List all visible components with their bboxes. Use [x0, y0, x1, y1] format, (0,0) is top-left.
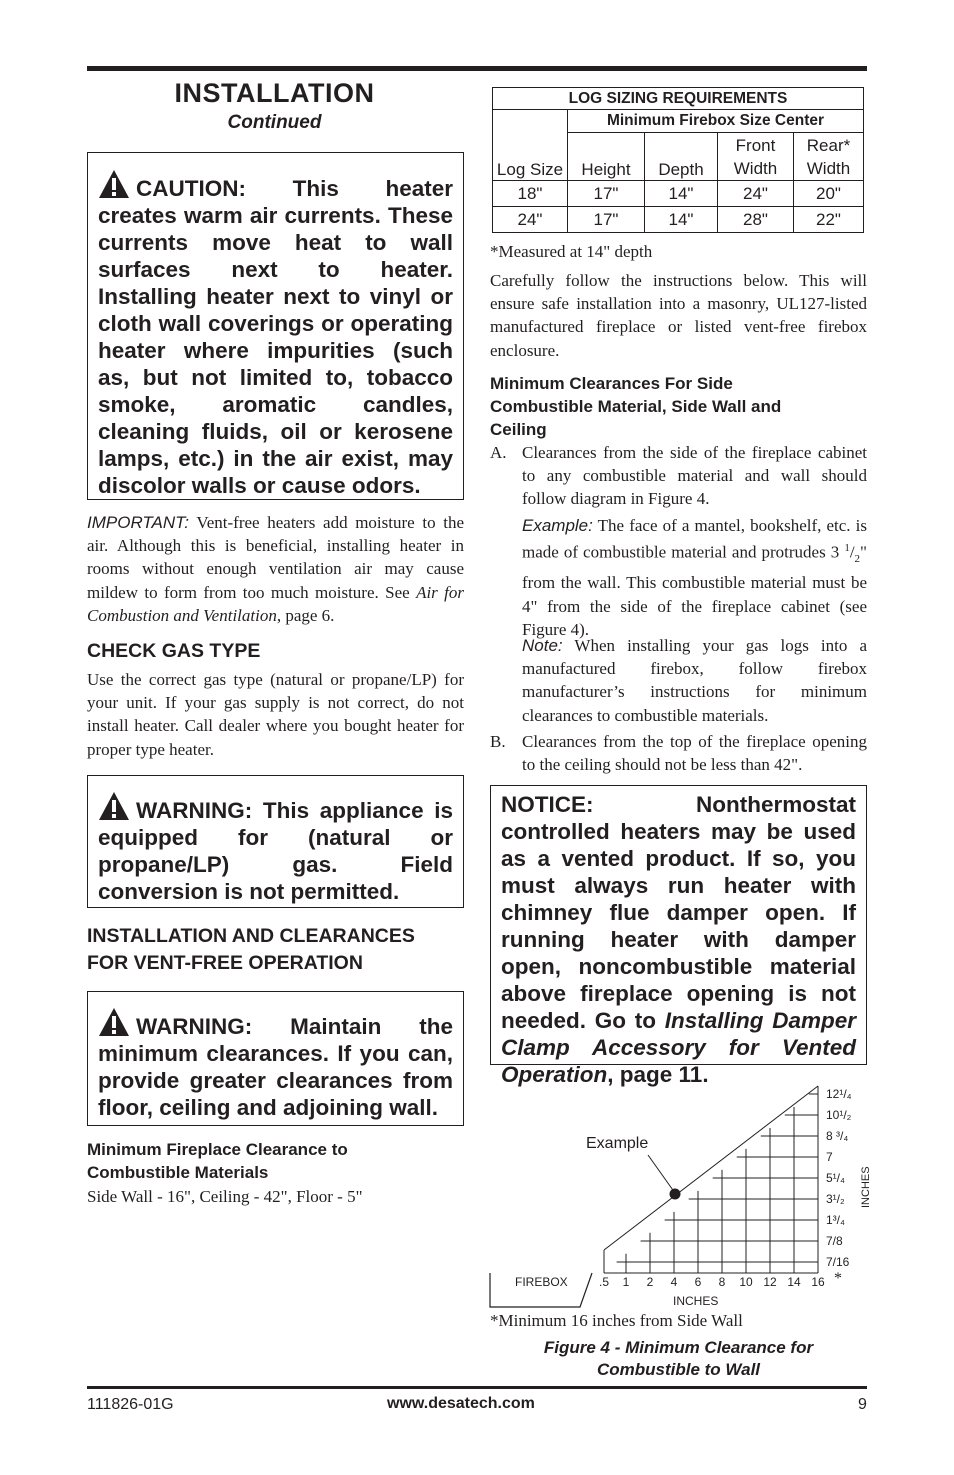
y-tick-label: 12¹/₄ [826, 1087, 852, 1101]
col-header-logsize: Log Size [493, 133, 568, 181]
table-cell: 14" [645, 181, 718, 207]
example-text-2: " from the wall. This combustible material must be 4" from the side of the fireplace cabinet (see Figure 4). [522, 542, 867, 639]
x-tick-labels [599, 1275, 825, 1289]
table-row [493, 207, 864, 233]
clearances-heading [87, 923, 415, 977]
table-group-header: Minimum Firebox Size Center [568, 110, 864, 133]
warning-gas-text: WARNING: This appliance is equipped for (natural or propane/LP) gas. Field conversion is not permitted. [98, 798, 453, 904]
bottom-rule [87, 1386, 867, 1389]
caution-text: CAUTION: This heater creates warm air currents. These currents move heat to wall surfaces next to heater. Installing heater next to vinyl or cloth wall coverings or operating heater where impurities (such as, but not limited to, tobacco smoke, aromatic candles, cleaning fluids, oil or kerosene lamps, etc.) in the air exist, may discolor walls or cause odors. [98, 176, 453, 498]
section-title: INSTALLATION [174, 78, 375, 108]
x-star-label: * [834, 1270, 842, 1287]
y-tick-label: 7 [826, 1150, 833, 1164]
note-paragraph [522, 634, 867, 727]
example-label: Example: [522, 516, 593, 535]
warning-triangle-icon [98, 169, 130, 199]
footer-website[interactable]: www.desatech.com [387, 1395, 535, 1412]
item-b-letter: B. [490, 732, 506, 751]
check-gas-heading: CHECK GAS TYPE [87, 640, 261, 662]
x-tick-label: 2 [646, 1275, 654, 1289]
intro-text: Carefully follow the instructions below. This will ensure safe installation into a masonry, UL127-listed manufactured fireplace or listed vent-free firebox enclosure. [490, 271, 867, 360]
x-tick-label: 14 [787, 1275, 801, 1289]
col-header-depth: Depth [645, 133, 718, 181]
min-fireplace-heading-line1: Minimum Fireplace Clearance to [87, 1140, 348, 1159]
notice-ref: Installing Damper Clamp Accessory for Vented Operation [501, 1008, 856, 1087]
side-clearances-heading-line1: Minimum Clearances For Side [490, 374, 733, 393]
example-frac-den: 2 [854, 553, 861, 566]
item-b-text: Clearances from the top of the fireplace opening to the ceiling should not be less than 42". [522, 732, 867, 775]
figure-caption-line2: Combustible to Wall [596, 1360, 761, 1379]
min-fireplace-heading [87, 1138, 348, 1184]
col-header-rear-1: Rear* [806, 136, 851, 155]
x-tick-label: 12 [763, 1275, 777, 1289]
table-cell: 22" [794, 207, 864, 233]
x-tick-label: 4 [670, 1275, 678, 1289]
example-label: Example [586, 1135, 649, 1152]
warning-triangle-icon [98, 791, 130, 821]
notice-page: , page 11. [607, 1062, 709, 1087]
y-tick-label: 10¹/₂ [826, 1108, 852, 1122]
check-gas-text: Use the correct gas type (natural or propane/LP) for your unit. If your gas supply is not correct, do not install heater. Call dealer where you bought heater for proper type heater. [87, 670, 464, 759]
important-ref: Air for Combustion and Ventilation [87, 582, 464, 625]
x-tick-label: 6 [694, 1275, 702, 1289]
example-pointer [648, 1155, 675, 1193]
figure-footnote: *Minimum 16 inches from Side Wall [490, 1311, 743, 1330]
log-sizing-table [492, 87, 864, 233]
col-header-front-2: Width [733, 159, 778, 178]
col-header-rear [794, 133, 864, 181]
table-cell: 24" [493, 207, 568, 233]
footer-page-number: 9 [858, 1396, 867, 1413]
table-cell: 20" [794, 181, 864, 207]
clearance-diagonal-line [604, 1086, 818, 1250]
section-subtitle: Continued [227, 112, 322, 133]
table-cell: 18" [493, 181, 568, 207]
x-axis-label: INCHES [673, 1294, 719, 1308]
x-tick-label: 1 [622, 1275, 630, 1289]
table-footnote: *Measured at 14" depth [490, 242, 653, 261]
y-axis-label: INCHES [860, 1166, 872, 1208]
table-cell: 14" [645, 207, 718, 233]
x-tick-label: 10 [739, 1275, 753, 1289]
table-cell: 17" [568, 207, 645, 233]
warning-triangle-icon [98, 1007, 130, 1037]
firebox-label: FIREBOX [515, 1275, 568, 1289]
figure-caption [490, 1337, 867, 1381]
col-header-height: Height [568, 133, 645, 181]
diagram-grid [604, 1086, 818, 1273]
important-text: Vent-free heaters add moisture to the air. Although this is beneficial, installing heater in rooms without enough ventilation air may cause mildew to form from too much moisture. See [87, 513, 464, 602]
important-label: IMPORTANT: [87, 513, 189, 532]
figure-caption-line1: Figure 4 - Minimum Clearance for [543, 1338, 814, 1357]
x-tick-label: 16 [811, 1275, 825, 1289]
col-header-rear-2: Width [806, 159, 851, 178]
example-point [670, 1189, 681, 1200]
top-rule [87, 66, 867, 71]
footer-doc-number: 111826-01G [87, 1396, 174, 1413]
table-row [493, 181, 864, 207]
clearances-heading-line1: INSTALLATION AND CLEARANCES [87, 925, 415, 947]
y-tick-label: 5¹/₄ [826, 1171, 845, 1185]
y-tick-labels [826, 1087, 852, 1269]
warning-clearance-text: WARNING: Maintain the minimum clearances. If you can, provide greater clearances from floor, ceiling and adjoining wall. [98, 1014, 453, 1120]
y-tick-label: 7/8 [826, 1234, 843, 1248]
min-fireplace-text: Side Wall - 16", Ceiling - 42", Floor - 5" [87, 1187, 363, 1206]
clearances-heading-line2: FOR VENT-FREE OPERATION [87, 952, 363, 974]
x-tick-label: .5 [598, 1275, 610, 1289]
y-tick-label: 8 ³/₄ [826, 1129, 849, 1143]
table-cell: 17" [568, 181, 645, 207]
caution-box [87, 152, 464, 500]
min-fireplace-heading-line2: Combustible Materials [87, 1163, 269, 1182]
y-tick-label: 3¹/₂ [826, 1192, 845, 1206]
important-paragraph [87, 511, 464, 627]
side-clearances-heading-line2: Combustible Material, Side Wall and [490, 397, 782, 416]
table-cell: 24" [718, 181, 794, 207]
side-clearances-heading [490, 372, 781, 441]
clearance-diagram [480, 1080, 880, 1315]
example-frac-num: 1 [844, 542, 850, 555]
item-a-letter: A. [490, 443, 507, 462]
example-text: The face of a mantel, bookshelf, etc. is made of combustible material and protrudes 3 [522, 516, 867, 562]
side-clearances-heading-line3: Ceiling [490, 420, 547, 439]
important-page: , page 6. [276, 605, 335, 625]
notice-box [490, 785, 867, 1087]
warning-clearance-box [87, 991, 464, 1126]
table-blank-cell [493, 110, 568, 133]
warning-gas-box [87, 775, 464, 908]
table-title: LOG SIZING REQUIREMENTS [493, 88, 864, 110]
col-header-front-1: Front [735, 136, 776, 155]
example-paragraph: Example: The face of a mantel, bookshelf, etc. is made of combustible material and protrudes 3 $^1/_2$" from the wall. This combustible material must be 4" from the side of the fireplace cabinet (see Figure 4). [522, 516, 867, 639]
note-label: Note: [522, 636, 563, 655]
notice-text: NOTICE: Nonthermostat controlled heaters may be used as a vented product. If so, you must always run heater with chimney flue damper open. If running heater with damper open, noncombustible material above fireplace opening is not needed. Go to [501, 792, 856, 1033]
item-a-text: Clearances from the side of the fireplace cabinet to any combustible material and wall should follow diagram in Figure 4. [522, 443, 867, 509]
y-tick-label: 1³/₄ [826, 1213, 845, 1227]
y-tick-label: 7/16 [826, 1255, 850, 1269]
note-text: When installing your gas logs into a manufactured firebox, follow firebox manufacturer’s instructions for minimum clearances to combustible materials. [522, 636, 867, 725]
col-header-front [718, 133, 794, 181]
x-tick-label: 8 [718, 1275, 726, 1289]
table-cell: 28" [718, 207, 794, 233]
